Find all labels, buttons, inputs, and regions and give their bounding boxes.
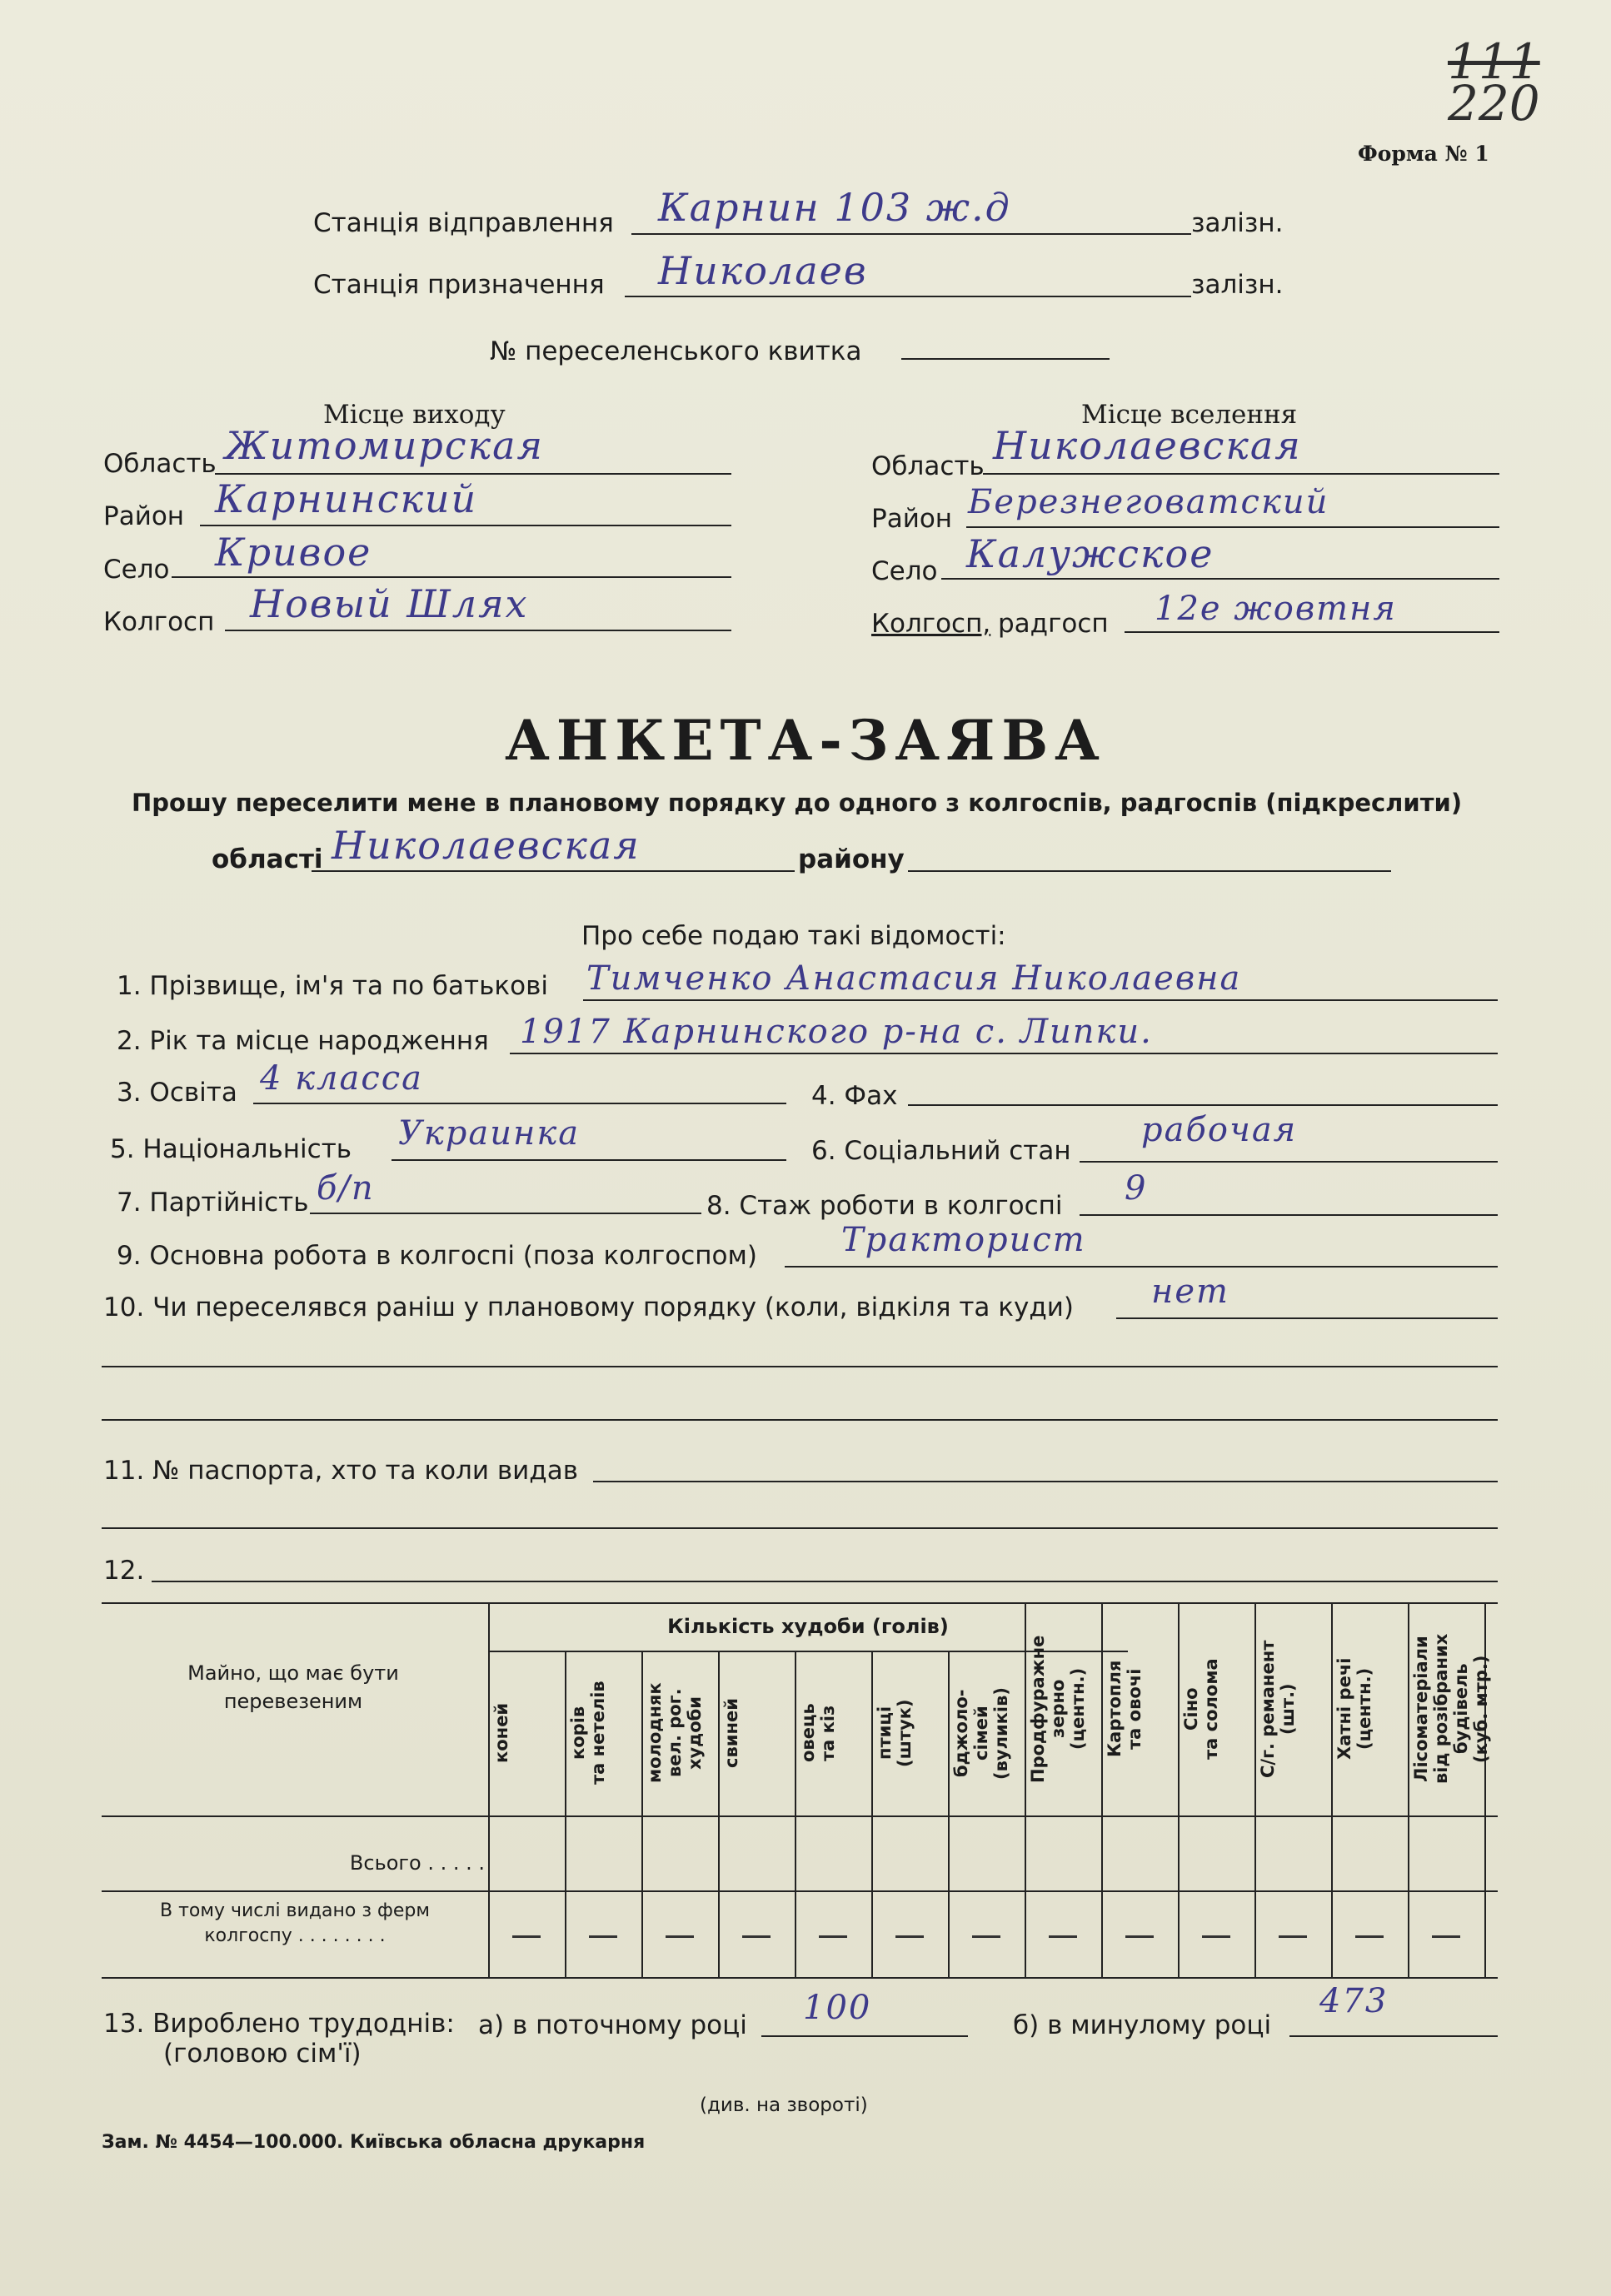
dest-selo-label: Село [871,556,938,586]
origin-raion-label: Район [103,501,185,531]
origin-oblast-label: Область [103,449,217,479]
q4-label: 4. Фах [811,1081,898,1111]
origin-oblast-value: Житомирская [225,423,544,468]
q5-line [392,1159,786,1161]
table-divider [1408,1602,1409,1977]
q8-label: 8. Стаж роботи в колгоспі [706,1191,1063,1221]
q3-line [253,1103,786,1104]
origin-kolhosp-label: Колгосп [103,607,215,637]
q1-label: 1. Прізвище, ім'я та по батькові [117,971,548,1001]
table-divider [871,1651,873,1977]
request-oblast-value: Николаевская [332,823,641,868]
table-divider [1331,1602,1333,1977]
table-column-header: Картопля та овочі [1105,1660,1145,1758]
table-column-header: бджоло- сімей (вуликів) [951,1686,1011,1780]
destination-heading: Місце вселення [1081,400,1298,430]
q10-value: нет [1151,1273,1229,1311]
printer-imprint: Зам. № 4454—100.000. Київська обласна друкарня [102,2132,646,2153]
table-row-header: Майно, що має бути перевезеним [187,1661,399,1713]
ticket-label: № переселенського квитка [490,336,862,366]
struck-page-number: 111 [1448,33,1540,90]
dest-oblast-label: Область [871,451,985,481]
dest-kolhosp-label: Колгосп, [871,609,991,639]
q9-line [785,1266,1498,1268]
origin-kolhosp-value: Новый Шлях [250,581,529,626]
q7-value: б/п [317,1169,375,1208]
request-raion-line [908,870,1391,872]
workdays-previous-label: б) в минулому році [1013,2010,1272,2040]
empty-dash [819,1935,847,1938]
table-divider [1178,1602,1180,1977]
empty-dash [895,1935,924,1938]
workdays-current-line [761,2035,968,2037]
table-divider [948,1651,950,1977]
empty-dash [589,1935,617,1938]
dest-raion-line [966,526,1499,528]
table-column-header: коней [491,1702,511,1764]
origin-oblast-line [215,473,731,475]
table-divider [795,1651,796,1977]
empty-dash [512,1935,541,1938]
property-table [102,1602,1498,1977]
origin-kolhosp-line [225,630,731,631]
q10-line-2 [102,1366,1498,1367]
dest-selo-line [941,578,1499,580]
q12-label: 12. [103,1556,145,1586]
destination-line [625,296,1191,297]
dest-raion-label: Район [871,504,953,534]
dest-kolhosp-line [1125,631,1499,633]
ticket-line [901,358,1110,360]
dest-selo-value: Калужское [966,531,1214,576]
table-column-header: Хатні речі (центн.) [1334,1657,1374,1761]
origin-raion-value: Карнинский [215,476,478,521]
q7-line [310,1213,701,1214]
table-column-header: молодняк вел. рог. худоби [645,1682,705,1784]
origin-heading: Місце виходу [323,400,506,430]
q3-label: 3. Освіта [117,1078,237,1108]
q10-line [1116,1317,1498,1319]
table-group-header: Кількість худоби (голів) [667,1615,949,1638]
q12-line [152,1581,1498,1582]
q4-line [908,1104,1498,1106]
dest-oblast-line [983,473,1499,475]
q3-value: 4 класса [260,1059,424,1098]
table-column-header: Продфуражне зерно (центн.) [1028,1635,1088,1783]
q10-line-3 [102,1419,1498,1421]
q10-label: 10. Чи переселявся раніш у плановому порядку (коли, відкіля та куди) [103,1292,1074,1322]
q11-line [593,1481,1498,1482]
departure-suffix: залізн. [1191,208,1284,238]
q5-value: Украинка [398,1114,581,1153]
empty-dash [1279,1935,1307,1938]
dest-kolhosp-value: 12е жовтня [1155,590,1397,628]
page-number: 220 [1448,75,1540,132]
empty-dash [1432,1935,1460,1938]
empty-dash [972,1935,1000,1938]
table-divider [488,1602,490,1977]
request-oblast-label: області [212,844,323,874]
workdays-previous-value: 473 [1319,1982,1389,2020]
q6-value: рабочая [1141,1111,1298,1149]
request-line: Прошу переселити мене в плановому порядку до одного з колгоспів, радгоспів (підкреслити) [132,789,1463,817]
table-divider [641,1651,643,1977]
note-reverse: (див. на звороті) [700,2094,868,2116]
origin-raion-line [200,525,731,526]
table-divider [718,1651,720,1977]
table-divider [1025,1602,1026,1977]
empty-dash [1049,1935,1077,1938]
empty-dash [1125,1935,1154,1938]
empty-dash [742,1935,771,1938]
workdays-previous-line [1289,2035,1498,2037]
q5-label: 5. Національність [110,1134,352,1164]
request-oblast-line [312,870,795,872]
q2-label: 2. Рік та місце народження [117,1026,489,1056]
q9-label: 9. Основна робота в колгоспі (поза колгоспом) [117,1241,757,1271]
departure-label: Станція відправлення [313,208,614,238]
table-column-header: овець та кіз [798,1703,838,1763]
table-column-header: свиней [721,1698,741,1768]
workdays-sublabel: (головою сім'ї) [163,2039,362,2069]
form-label: Форма № 1 [1358,142,1489,166]
table-column-header: корів та нетелів [568,1681,608,1786]
destination-value: Николаев [658,248,868,293]
q2-value: 1917 Карнинского р-на с. Липки. [520,1013,1153,1051]
table-column-header: Лісоматеріали від розібраних будівель (куб. мтр.) [1411,1633,1491,1785]
row-farm-label: В тому числі видано з ферм колгоспу . . . . . . . . [160,1900,430,1946]
departure-value: Карнин 103 ж.д [658,185,1011,230]
table-column-header: С/г. реманент (шт.) [1258,1640,1298,1778]
empty-dash [666,1935,694,1938]
page-title: АНКЕТА-ЗАЯВА [505,708,1106,773]
request-raion-label: району [798,844,905,874]
q7-label: 7. Партійність [117,1188,309,1218]
destination-label: Станція призначення [313,270,605,300]
table-divider [1101,1602,1103,1977]
destination-suffix: залізн. [1191,270,1284,300]
dest-raion-value: Березнеговатский [968,483,1329,521]
workdays-label: 13. Вироблено трудоднів: [103,2009,455,2039]
table-column-header: птиці (штук) [875,1699,915,1767]
workdays-current-label: а) в поточному році [478,2010,747,2040]
q8-line [1080,1214,1498,1216]
table-divider [565,1651,566,1977]
origin-selo-label: Село [103,555,170,585]
q8-value: 9 [1125,1169,1148,1208]
intro-text: Про себе подаю такі відомості: [581,921,1006,951]
departure-line [631,233,1191,235]
origin-selo-line [172,576,731,578]
empty-dash [1355,1935,1384,1938]
q6-line [1080,1161,1498,1163]
q11-line-2 [102,1527,1498,1529]
q9-value: Тракторист [841,1221,1086,1259]
dest-radhosp-label: радгосп [998,609,1109,639]
empty-dash [1202,1935,1230,1938]
table-divider [1254,1602,1256,1977]
q6-label: 6. Соціальний стан [811,1136,1071,1166]
workdays-current-value: 100 [803,1989,872,2027]
row-total-label: Всього . . . . . [349,1851,485,1875]
origin-selo-value: Кривое [215,530,372,575]
q1-value: Тимченко Анастасия Николаевна [586,959,1242,998]
dest-oblast-value: Николаевская [993,423,1302,468]
q11-label: 11. № паспорта, хто та коли видав [103,1456,578,1486]
table-column-header: Сіно та солома [1181,1658,1221,1760]
